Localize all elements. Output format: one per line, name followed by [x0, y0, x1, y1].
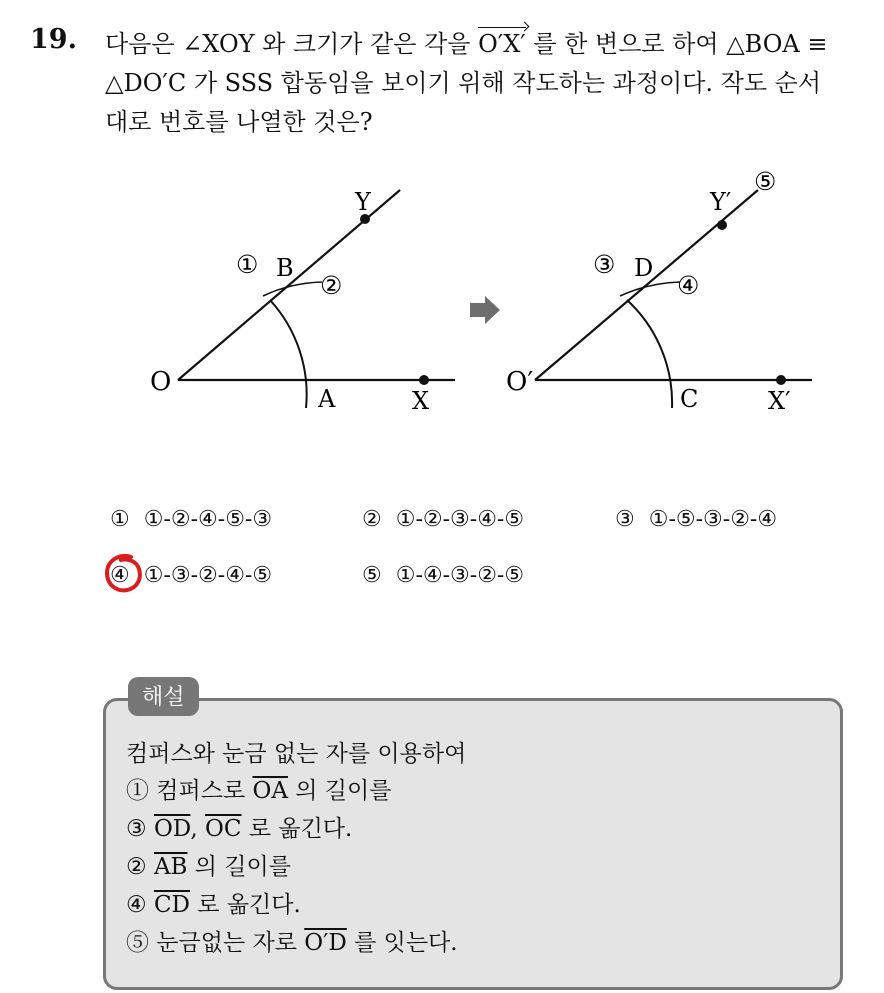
choice-4[interactable]: ④ ①-③-②-④-⑤	[110, 563, 273, 588]
label-c: C	[680, 385, 699, 413]
arc-at-d	[620, 282, 680, 296]
label-d: D	[634, 254, 654, 282]
segment-oc: $\overline{OC}$	[205, 816, 242, 842]
choice-5[interactable]: ⑤ ①-④-③-②-⑤	[362, 563, 525, 588]
solution-line-4: ② $\overline{AB}$ 의 길이를	[126, 854, 291, 880]
left-angle-figure	[150, 188, 455, 415]
label-y-prime: Y′	[710, 188, 732, 216]
label-x-prime: X′	[768, 387, 791, 415]
construction-figure	[0, 160, 884, 600]
right-angle-figure	[506, 167, 812, 415]
segment-ab: $\overline{AB}$	[153, 854, 188, 880]
question-number: 19.	[30, 24, 77, 55]
segment-od: $\overline{OD}$	[153, 816, 191, 842]
solution-line-1: 컴퍼스와 눈금 없는 자를 이용하여	[126, 741, 467, 767]
label-a: A	[318, 385, 336, 413]
step-2-label: ②	[320, 271, 343, 300]
label-y: Y	[355, 188, 371, 216]
label-o-prime: O′	[506, 367, 534, 397]
vector-ox: O′X′	[478, 30, 526, 58]
segment-cd: $\overline{CD}$	[153, 892, 190, 918]
arc-ba	[270, 300, 307, 408]
question-line-2: △DO′C 가 SSS 합동임을 보이기 위해 작도하는 과정이다. 작도 순서	[105, 69, 822, 97]
ray-o-y	[535, 190, 758, 380]
label-x: X	[412, 387, 430, 415]
arc-dc	[627, 300, 672, 408]
arrow-icon	[470, 296, 500, 324]
label-o: O	[150, 367, 172, 397]
label-b: B	[276, 254, 294, 282]
answer-mark-circle-icon	[101, 551, 145, 595]
solution-line-6: ⑤ 눈금없는 자로 O′D 를 잇는다.	[126, 930, 458, 956]
choice-3[interactable]: ③ ①-⑤-③-②-④	[615, 507, 778, 532]
segment-oa: $\overline{OA}$	[252, 778, 288, 804]
question-line-1: 다음은 ∠XOY 와 크기가 같은 각을 O′X′ 를 한 변으로 하여 △BOA ≡	[105, 30, 828, 58]
choice-2[interactable]: ② ①-②-③-④-⑤	[362, 507, 525, 532]
solution-line-5: ④ $\overline{CD}$ 로 옮긴다.	[126, 892, 301, 918]
choice-1[interactable]: ① ①-②-④-⑤-③	[110, 507, 273, 532]
solution-line-2: ① 컴퍼스로 $\overline{OA}$ 의 길이를	[126, 778, 392, 804]
step-4-label: ④	[677, 271, 700, 300]
point-y-prime	[717, 220, 727, 230]
point-x	[419, 375, 429, 385]
solution-line-3: ③ $\overline{OD}$, $\overline{OC}$ 로 옮긴다.	[126, 816, 353, 842]
question-line-3: 대로 번호를 나열한 것은?	[105, 108, 373, 136]
step-1-label: ①	[236, 250, 259, 279]
point-x-prime	[776, 375, 786, 385]
step-3-label: ③	[593, 250, 616, 279]
segment-o-d: O′D	[304, 930, 347, 956]
solution-tag: 해설	[128, 677, 199, 716]
arc-at-b	[263, 282, 322, 296]
step-5-label: ⑤	[754, 167, 777, 196]
